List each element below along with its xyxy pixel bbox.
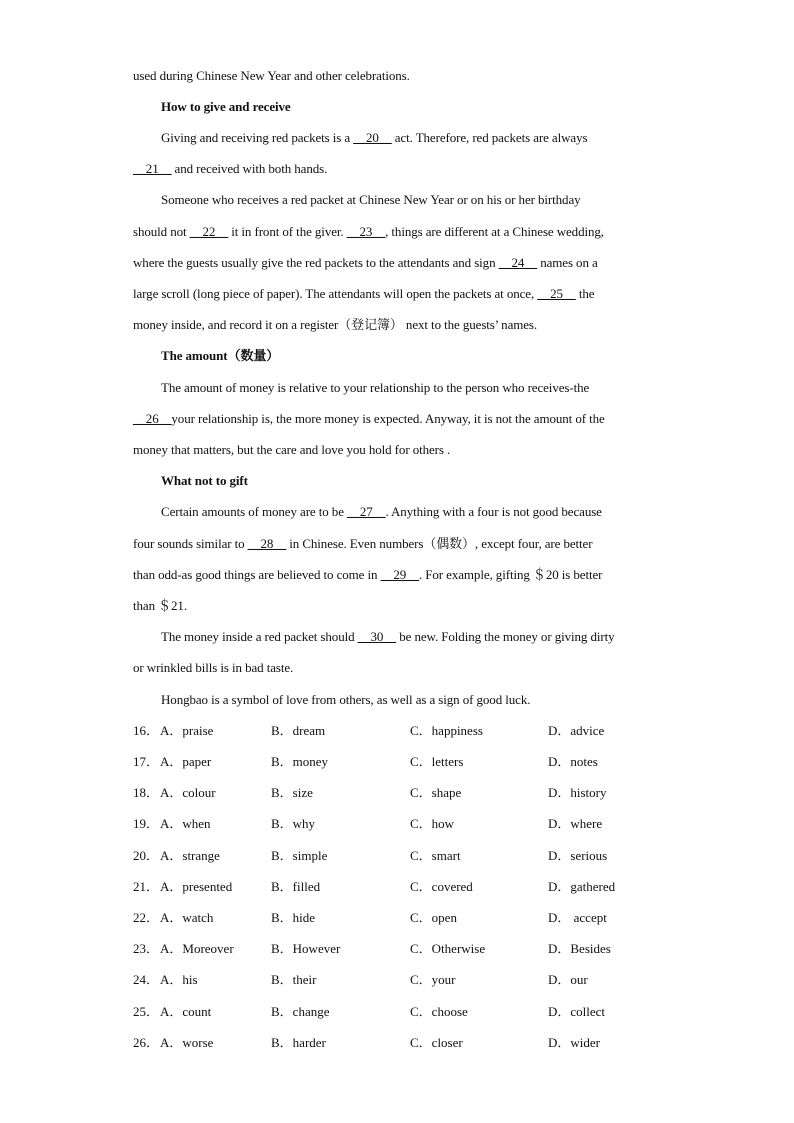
- option-a[interactable]: A．Moreover: [160, 941, 234, 956]
- question-number: 23．: [133, 941, 160, 956]
- option-c[interactable]: C．covered: [410, 879, 473, 894]
- section-heading-what-not: What not to gift: [161, 473, 248, 488]
- option-d[interactable]: D．collect: [548, 1004, 606, 1019]
- blank-27: __27__: [347, 504, 386, 519]
- question-number: 16．: [133, 723, 160, 738]
- option-b[interactable]: B．hide: [271, 910, 316, 925]
- option-c[interactable]: C．choose: [410, 1004, 468, 1019]
- passage-line: used during Chinese New Year and other celebrations.: [133, 68, 410, 83]
- blank-30: __30__: [357, 629, 397, 644]
- blank-25: __25__: [537, 286, 576, 301]
- option-b[interactable]: B．dream: [271, 723, 326, 738]
- option-a[interactable]: A．praise: [160, 723, 214, 738]
- option-d[interactable]: D．wider: [548, 1035, 600, 1050]
- section-heading-give-receive: How to give and receive: [161, 99, 291, 114]
- option-d[interactable]: D．our: [548, 972, 588, 987]
- passage-line: or wrinkled bills is in bad taste.: [133, 660, 294, 675]
- blank-29: __29__: [380, 567, 419, 582]
- passage-line: four sounds similar to __28__ in Chinese. Even numbers（偶数）, except four, are better: [133, 536, 593, 551]
- option-d[interactable]: D．Besides: [548, 941, 611, 956]
- option-a[interactable]: A．watch: [160, 910, 214, 925]
- option-d[interactable]: D．history: [548, 785, 607, 800]
- option-d[interactable]: D．where: [548, 816, 603, 831]
- blank-24: __24__: [498, 255, 538, 270]
- passage-line: Someone who receives a red packet at Chinese New Year or on his or her birthday: [161, 192, 581, 207]
- option-a[interactable]: A．colour: [160, 785, 216, 800]
- question-number: 22．: [133, 910, 160, 925]
- passage-line: __26__your relationship is, the more money is expected. Anyway, it is not the amount of the: [133, 411, 605, 426]
- option-d[interactable]: D．notes: [548, 754, 598, 769]
- passage-line: Certain amounts of money are to be __27__. Anything with a four is not good because: [161, 504, 602, 519]
- passage-line: Giving and receiving red packets is a __20__ act. Therefore, red packets are always: [161, 130, 588, 145]
- question-number: 17．: [133, 754, 160, 769]
- option-c[interactable]: C．smart: [410, 848, 461, 863]
- option-d[interactable]: D．advice: [548, 723, 605, 738]
- option-a[interactable]: A．paper: [160, 754, 212, 769]
- option-d[interactable]: D．gathered: [548, 879, 616, 894]
- passage-line: Hongbao is a symbol of love from others, as well as a sign of good luck.: [161, 692, 531, 707]
- question-number: 19．: [133, 816, 160, 831]
- passage-line: __21__ and received with both hands.: [133, 161, 328, 176]
- blank-21: __21__: [133, 161, 172, 176]
- option-b[interactable]: B．change: [271, 1004, 330, 1019]
- passage-line: than odd-as good things are believed to come in __29__. For example, gifting ＄20 is better: [133, 567, 603, 582]
- passage-line: than ＄21.: [133, 598, 187, 613]
- option-c[interactable]: C．your: [410, 972, 456, 987]
- option-c[interactable]: C．shape: [410, 785, 462, 800]
- blank-20: __20__: [353, 130, 392, 145]
- section-heading-amount: The amount（数量）: [161, 348, 280, 363]
- option-c[interactable]: C．closer: [410, 1035, 463, 1050]
- passage-line: money that matters, but the care and love you hold for others .: [133, 442, 451, 457]
- question-number: 21．: [133, 879, 160, 894]
- option-c[interactable]: C．open: [410, 910, 457, 925]
- blank-22: __22__: [189, 224, 229, 239]
- option-b[interactable]: B．their: [271, 972, 317, 987]
- option-c[interactable]: C．happiness: [410, 723, 483, 738]
- passage-line: where the guests usually give the red packets to the attendants and sign __24__ names on a: [133, 255, 598, 270]
- option-b[interactable]: B．simple: [271, 848, 328, 863]
- option-b[interactable]: B．money: [271, 754, 329, 769]
- option-b[interactable]: B．harder: [271, 1035, 326, 1050]
- blank-23: __23__: [346, 224, 386, 239]
- question-number: 20．: [133, 848, 160, 863]
- blank-26: __26__: [133, 411, 172, 426]
- passage-line: money inside, and record it on a register（登记簿） next to the guests’ names.: [133, 317, 538, 332]
- option-d[interactable]: D． accept: [548, 910, 607, 925]
- question-number: 26．: [133, 1035, 160, 1050]
- option-a[interactable]: A．presented: [160, 879, 233, 894]
- option-d[interactable]: D．serious: [548, 848, 608, 863]
- passage-line: The money inside a red packet should __30__ be new. Folding the money or giving dirty: [161, 629, 615, 644]
- option-c[interactable]: C．Otherwise: [410, 941, 486, 956]
- question-number: 24．: [133, 972, 160, 987]
- option-c[interactable]: C．how: [410, 816, 455, 831]
- option-b[interactable]: B．size: [271, 785, 313, 800]
- option-a[interactable]: A．his: [160, 972, 198, 987]
- question-number: 25．: [133, 1004, 160, 1019]
- blank-28: __28__: [247, 536, 287, 551]
- passage-line: large scroll (long piece of paper). The attendants will open the packets at once, __25__ the: [133, 286, 595, 301]
- option-b[interactable]: B．However: [271, 941, 341, 956]
- option-b[interactable]: B．filled: [271, 879, 321, 894]
- question-number: 18．: [133, 785, 160, 800]
- option-c[interactable]: C．letters: [410, 754, 464, 769]
- option-a[interactable]: A．count: [160, 1004, 212, 1019]
- passage-line: The amount of money is relative to your relationship to the person who receives-the: [161, 380, 590, 395]
- passage-line: should not __22__ it in front of the giver. __23__, things are different at a Chinese wedding,: [133, 224, 604, 239]
- option-a[interactable]: A．worse: [160, 1035, 214, 1050]
- option-a[interactable]: A．when: [160, 816, 211, 831]
- option-b[interactable]: B．why: [271, 816, 316, 831]
- option-a[interactable]: A．strange: [160, 848, 220, 863]
